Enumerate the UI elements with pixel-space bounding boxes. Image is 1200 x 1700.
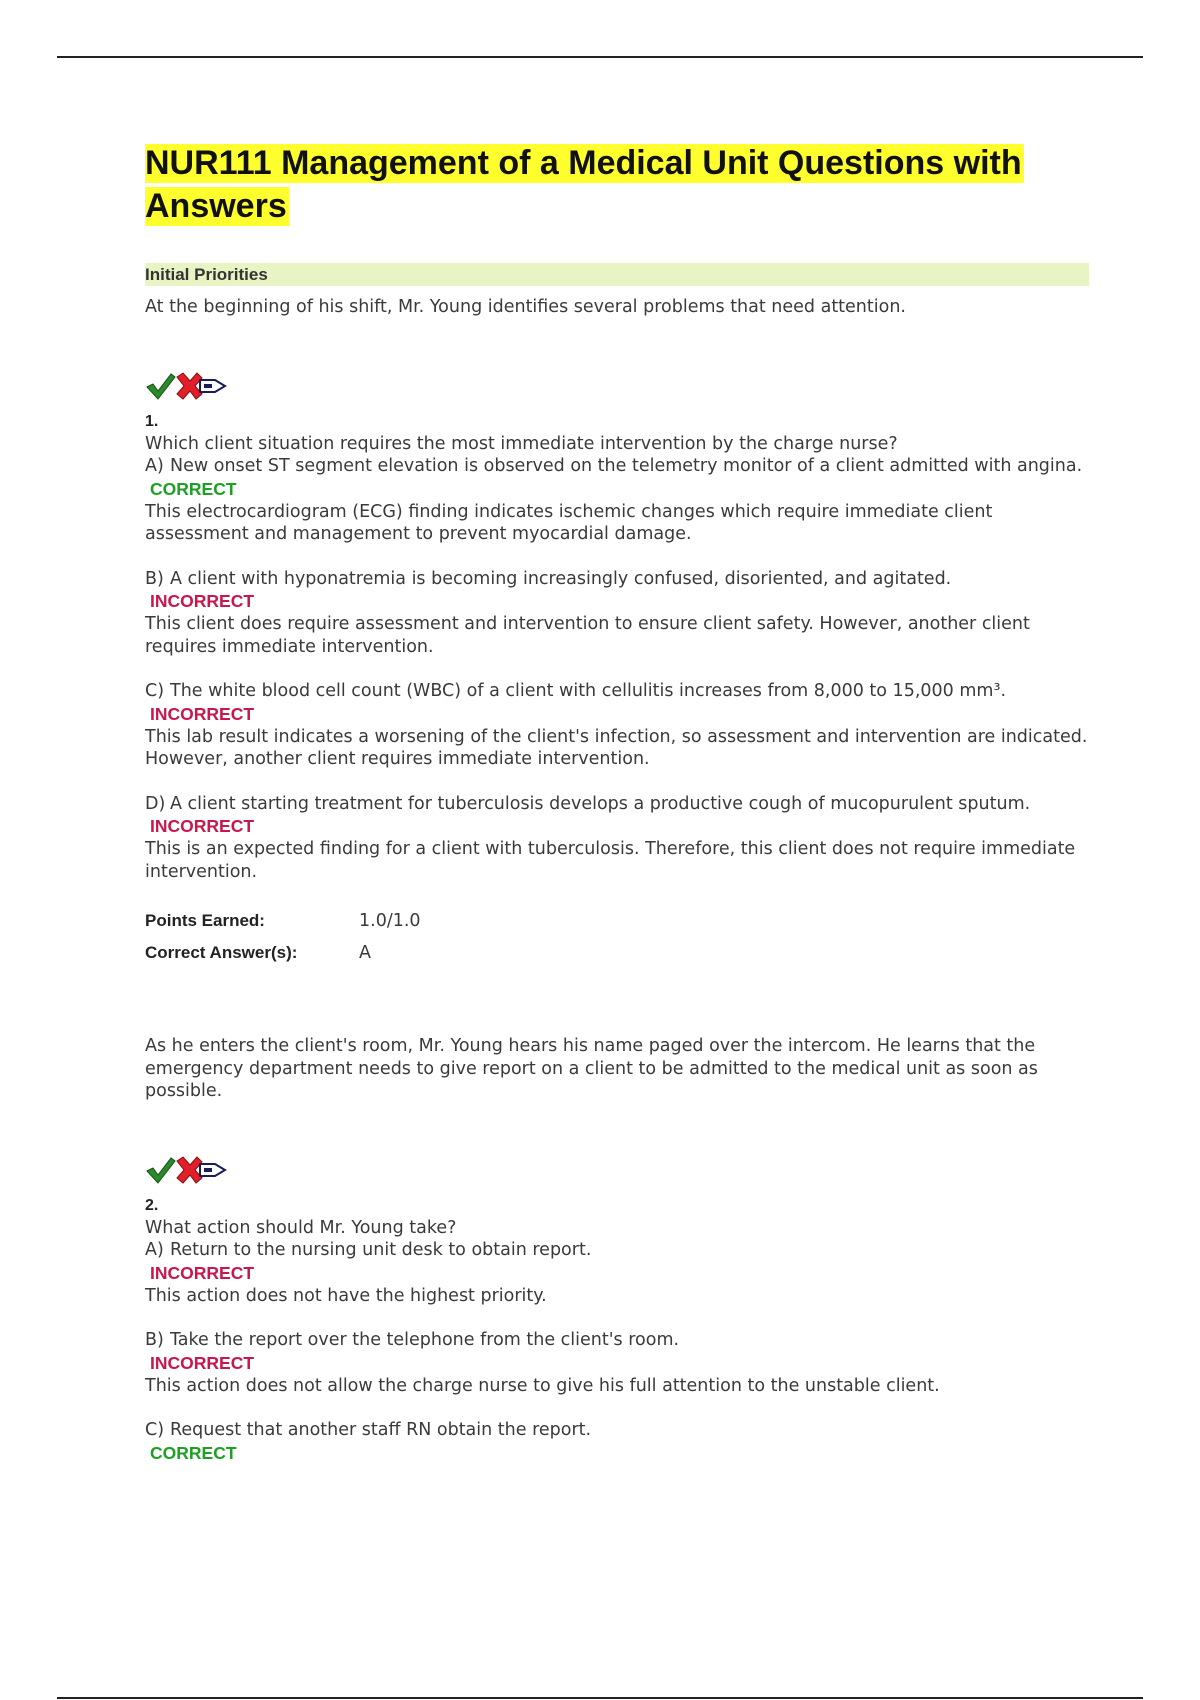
checkmark-icon[interactable]	[147, 374, 175, 399]
intro-paragraph: At the beginning of his shift, Mr. Young identifies several problems that need attention.	[145, 297, 906, 317]
status-label: INCORRECT	[150, 703, 255, 724]
status-label: INCORRECT	[150, 591, 255, 611]
x-mark-icon[interactable]	[177, 1157, 202, 1183]
section-heading: Initial Priorities	[145, 263, 1089, 286]
rationale-text: This lab result indicates a worsening of the client's infection, so assessment and intervention are indicated. However, another client requires immediate intervention.	[145, 726, 1088, 769]
question-2	[145, 1195, 1089, 1465]
status-label: INCORRECT	[150, 816, 255, 836]
status-label: CORRECT	[150, 1442, 237, 1463]
option-group-c	[145, 1419, 1089, 1465]
question-1-icons	[145, 371, 1089, 401]
question-2-icons	[145, 1155, 1089, 1185]
checkmark-icon[interactable]	[147, 1158, 175, 1183]
top-rule	[57, 56, 1143, 58]
points-earned-label: Points Earned:	[145, 911, 265, 930]
arrow-pointer-icon[interactable]	[200, 1164, 225, 1176]
option-group-d	[145, 793, 1089, 884]
option-group-b	[145, 568, 1089, 659]
option-group-a	[145, 1239, 1089, 1307]
status-label: CORRECT	[150, 478, 237, 499]
status-label: INCORRECT	[150, 1352, 255, 1373]
answer-option-c[interactable]: C) Request that another staff RN obtain the report.	[145, 1420, 592, 1440]
x-mark-icon[interactable]	[177, 373, 202, 399]
question-number: 1.	[145, 412, 159, 430]
points-earned-value: 1.0/1.0	[359, 911, 421, 931]
bottom-rule	[57, 1697, 1143, 1699]
option-group-c	[145, 680, 1089, 771]
rationale-text: This is an expected finding for a client with tuberculosis. Therefore, this client does not require immediate intervention.	[145, 839, 1076, 882]
page-title: NUR111 Management of a Medical Unit Questions with Answers	[145, 144, 1022, 225]
rationale-text: This electrocardiogram (ECG) finding indicates ischemic changes which require immediate client assessment and management to prevent myocardial damage.	[145, 501, 993, 544]
question-text: What action should Mr. Young take?	[145, 1217, 457, 1238]
option-group-a	[145, 455, 1089, 546]
question-text: Which client situation requires the most immediate intervention by the charge nurse?	[145, 433, 898, 454]
question-1	[145, 411, 1089, 970]
answer-option-c[interactable]: C) The white blood cell count (WBC) of a client with cellulitis increases from 8,000 to 15,000 mm³.	[145, 681, 1007, 701]
status-label: INCORRECT	[150, 1262, 255, 1283]
answer-option-b[interactable]: B) Take the report over the telephone from the client's room.	[145, 1330, 680, 1350]
correct-answer-value: A	[359, 943, 371, 963]
answer-option-d[interactable]: D) A client starting treatment for tuberculosis develops a productive cough of mucopurulent sputum.	[145, 793, 1031, 814]
scenario-paragraph: As he enters the client's room, Mr. Young hears his name paged over the intercom. He learns that the emergency department needs to give report on a client to be admitted to the medical unit as soon as possible.	[145, 1036, 1038, 1101]
rationale-text: This action does not allow the charge nurse to give his full attention to the unstable client.	[145, 1375, 940, 1396]
answer-option-a[interactable]: A) Return to the nursing unit desk to obtain report.	[145, 1240, 592, 1260]
question-number: 2.	[145, 1196, 159, 1214]
correct-answer-label: Correct Answer(s):	[145, 943, 298, 962]
document-page	[145, 142, 1089, 1465]
answer-option-a[interactable]: A) New onset ST segment elevation is observed on the telemetry monitor of a client admitted with angina.	[145, 456, 1083, 476]
score-summary	[145, 905, 1089, 969]
rationale-text: This action does not have the highest priority.	[145, 1285, 547, 1306]
answer-option-b[interactable]: B) A client with hyponatremia is becoming increasingly confused, disoriented, and agitated.	[145, 568, 952, 589]
arrow-pointer-icon[interactable]	[200, 380, 225, 392]
option-group-b	[145, 1329, 1089, 1397]
rationale-text: This client does require assessment and intervention to ensure client safety. However, another client requires immediate intervention.	[145, 614, 1030, 657]
